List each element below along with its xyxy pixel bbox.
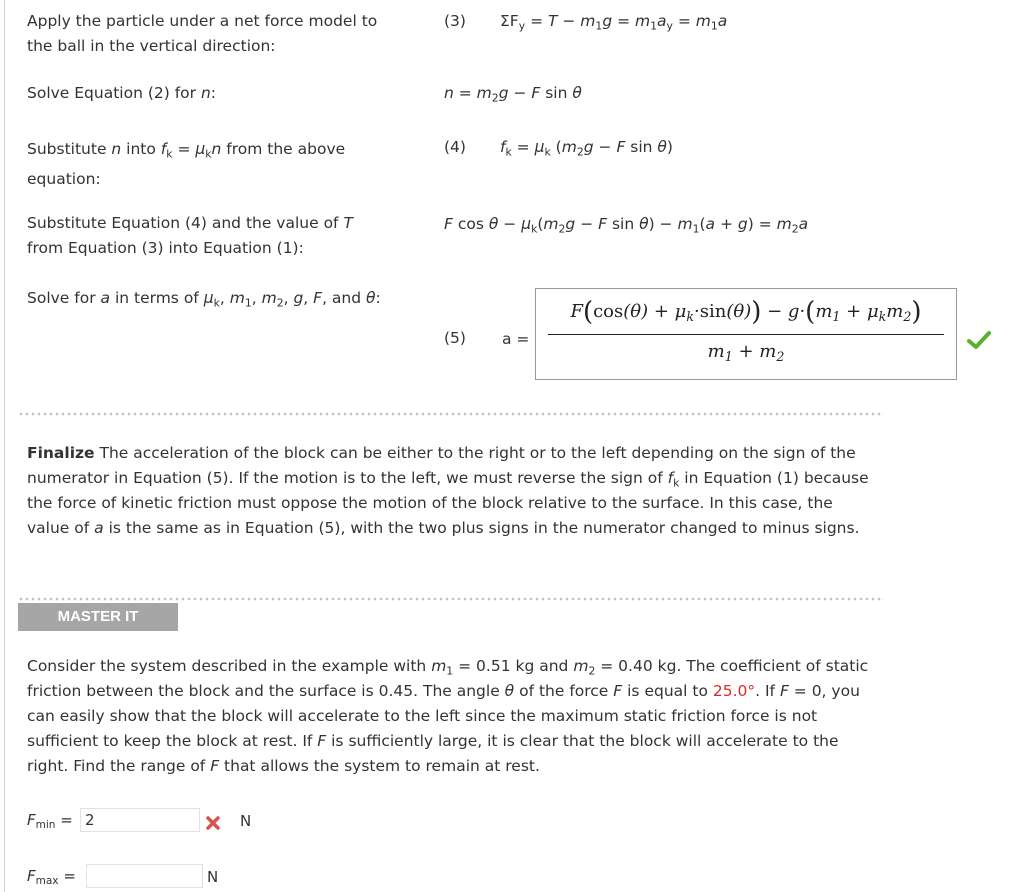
- answer-numerator: $F(\cos(\theta) + \mu_k\cdot\sin(\theta)) - g\cdot(m_1 + \mu_km_2)$: [570, 297, 922, 327]
- correct-check-icon: [967, 330, 991, 350]
- eq3-number: (3): [444, 12, 466, 30]
- section-divider: [18, 597, 884, 601]
- eq4-number: (4): [444, 138, 466, 156]
- fmax-label: $F_{max}$ =: [27, 867, 76, 888]
- fmin-label: $F_{min}$ =: [27, 811, 73, 832]
- step5-text: Solve for a in terms of $\mu_k$, $m_1$, $m_2$, g, F, and θ:: [27, 289, 381, 310]
- answer-expression-box[interactable]: [535, 288, 957, 380]
- step2-text: Solve Equation (2) for n:: [27, 84, 217, 102]
- finalize-paragraph: Finalize The acceleration of the block can be either to the right or to the left depending on the sign of the numerator in Equation (5). If the motion is to the left, we must reverse the sign of $f_k$ in Equation (1) because the force of kinetic friction must oppose the motion of the block relative to the surface. In this case, the value of a is the same as in Equation (5), with the two plus signs in the numerator changed to minus signs.: [27, 444, 869, 537]
- answer-denominator: $m_1 + m_2$: [707, 341, 785, 364]
- left-border: [4, 0, 5, 892]
- eq4: $f_k = \mu_k$ ($m_2g - F$ sin θ): [500, 138, 673, 159]
- incorrect-x-icon: [205, 815, 221, 831]
- fmax-input[interactable]: [86, 864, 203, 888]
- fraction-bar: [548, 334, 944, 335]
- eq3: $\Sigma F_y = T - m_1g = m_1a_y = m_1a$: [500, 12, 728, 33]
- fmin-unit: N: [240, 812, 252, 830]
- step3-text: Substitute n into $f_k = \mu_kn$ from the above equation:: [27, 140, 346, 188]
- fmax-unit: N: [207, 868, 219, 886]
- eq5-lhs: a =: [502, 330, 530, 348]
- section-divider: [18, 412, 884, 416]
- master-it-header: MASTER IT: [18, 603, 178, 631]
- angle-value: 25.0°: [712, 682, 756, 700]
- eq-n: $n = m_2g - F$ sin θ: [444, 84, 582, 105]
- step4-text: Substitute Equation (4) and the value of T from Equation (3) into Equation (1):: [27, 214, 353, 257]
- eq-combined: F $\cos \theta - \mu_k(m_2g - F$ $\sin \theta) - m_1(a + g) = m_2a$: [444, 215, 809, 236]
- master-it-paragraph: Consider the system described in the example with $m_1 = 0.51$ kg and $m_2 = 0.40$ kg. The coefficient of static friction between the block and the surface is 0.45. The angle θ of the force F is equal to 25.0°. If F = 0, you can easily show that the block will accelerate to the left since the maximum static friction force is not sufficient to keep the block at rest. If F is sufficiently large, it is clear that the block will accelerate to the right. Find the range of F that allows the system to remain at rest.: [27, 657, 869, 775]
- step1-text: Apply the particle under a net force model to the ball in the vertical direction:: [27, 12, 378, 55]
- eq5-number: (5): [444, 329, 466, 347]
- fmin-input[interactable]: [80, 808, 200, 832]
